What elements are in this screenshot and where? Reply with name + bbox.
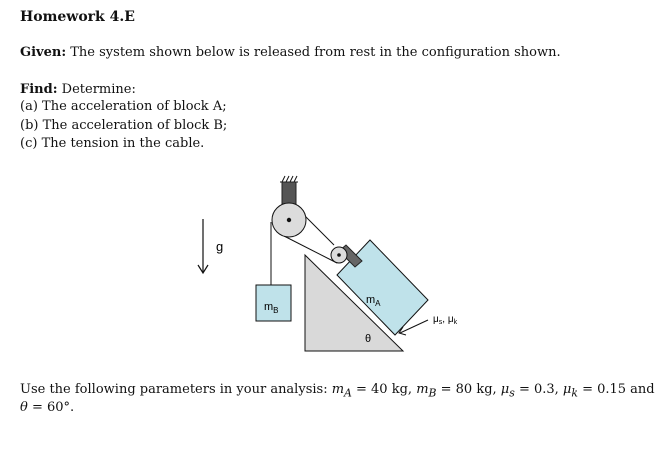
friction-label [433,314,458,326]
given-text: The system shown below is released from rest in the configuration shown. [70,45,561,60]
block-a-subscript: A [375,299,381,308]
fixed-pulley-axle [287,218,291,222]
item-text: The acceleration of block B; [42,118,228,133]
find-label: Find: [20,82,58,97]
params-intro: Use the following parameters in your analysis: [20,382,328,397]
param-ma-sub: A [344,386,352,400]
item-text: The tension in the cable. [41,136,205,151]
angle-label: θ [365,333,372,345]
page-title: Homework 4.E [20,9,135,25]
param-mus-sub: s [509,386,515,400]
friction-separator: , [442,314,448,325]
pulley-bracket [282,182,296,204]
item-marker: (c) [20,136,38,151]
param-muk-sub: k [571,386,578,400]
param-mus-value: = 0.3, [514,382,559,397]
param-mb-sub: B [428,386,437,400]
param-muk-symbol: μ [562,382,572,397]
find-intro: Determine: [61,82,136,97]
block-a-symbol: m [366,294,376,306]
param-theta-value: = 60°. [27,400,75,415]
gravity-label: g [216,239,224,254]
block-b [256,285,291,321]
friction-mu-s: μ [433,314,439,325]
param-ma-value: = 40 kg, [351,382,413,397]
friction-sub-k: k [453,319,458,326]
ceiling-support [280,176,298,182]
parameters-line-1 [20,382,655,402]
param-muk-value: = 0.15 and [577,382,655,397]
item-marker: (b) [20,118,39,133]
block-b-symbol: m [264,301,274,313]
friction-mu-k: μ [447,314,454,325]
item-marker: (a) [20,99,38,114]
param-mb-symbol: m [416,382,429,397]
param-mb-value: = 80 kg, [436,382,497,397]
block-b-subscript: B [273,306,279,315]
param-mus-symbol: μ [500,382,510,397]
movable-pulley-axle [337,253,341,257]
item-text: The acceleration of block A; [42,99,227,114]
parameters-line-2 [20,400,74,416]
param-ma-symbol: m [331,382,345,397]
param-theta-symbol: θ [20,400,28,415]
friction-sub-s: s [438,319,443,326]
given-label: Given: [20,45,67,60]
